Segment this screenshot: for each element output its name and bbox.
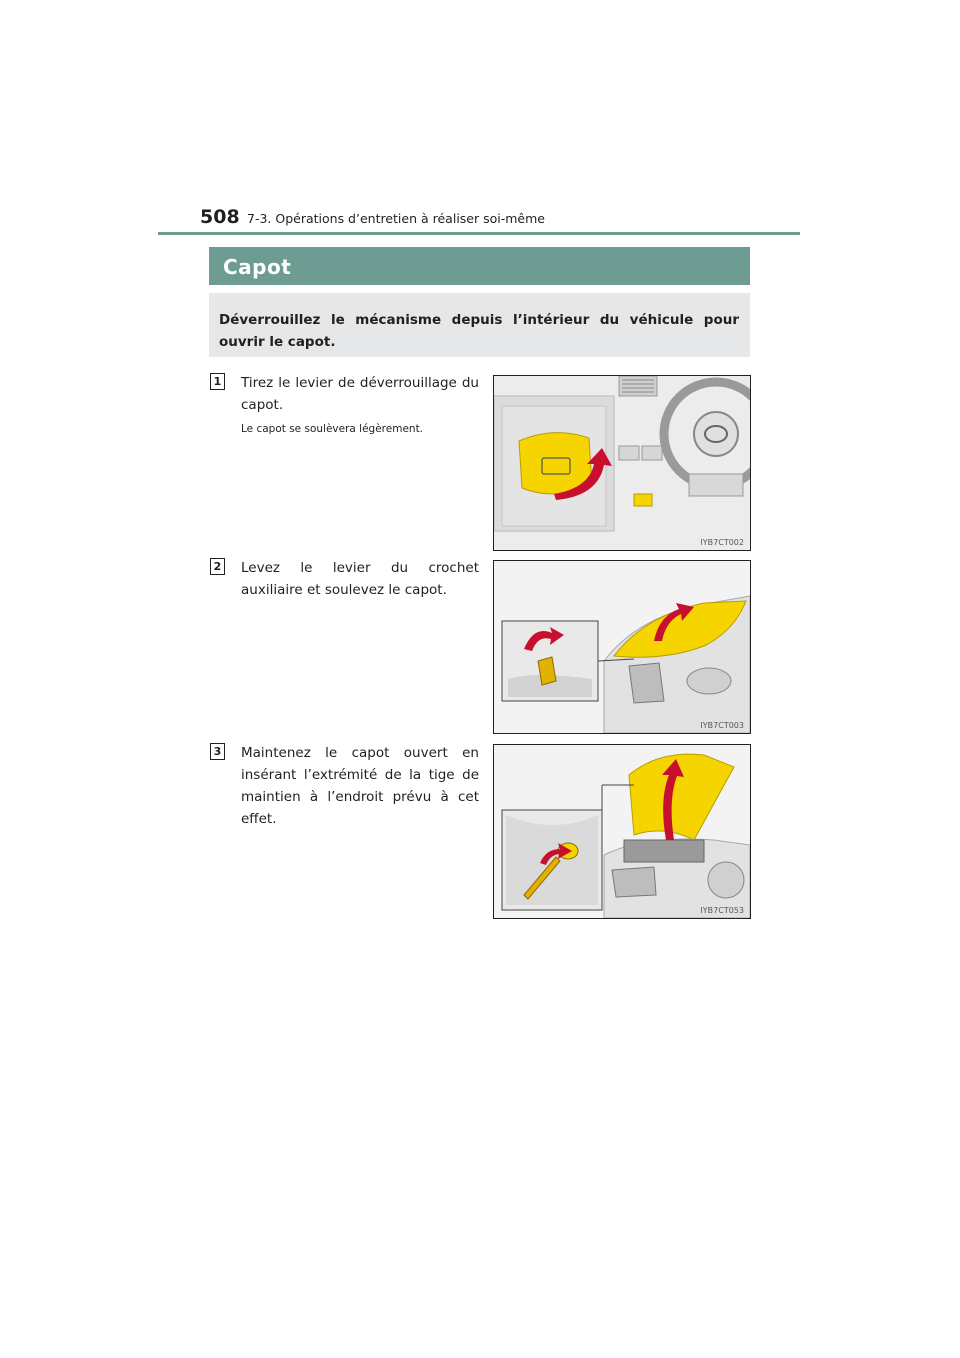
step-1-note: Le capot se soulèvera légèrement. xyxy=(241,423,424,435)
section-title-bar xyxy=(209,247,750,285)
step-3-text: Maintenez le capot ouvert en insérant l’extrémité de la tige de maintien à l’endroit prévu à cet effet. xyxy=(241,745,479,827)
chapter-title: 7-3. Opérations d’entretien à réaliser soi-même xyxy=(247,211,545,226)
hood-release-lever-illustration xyxy=(494,376,750,550)
auxiliary-catch-illustration xyxy=(494,561,750,733)
intro-box xyxy=(209,293,750,357)
support-rod-illustration xyxy=(494,745,750,918)
figure-code-1: IYB7CT002 xyxy=(700,538,744,547)
intro-text: Déverrouillez le mécanisme depuis l’intérieur du véhicule pour ouvrir le capot. xyxy=(219,312,739,350)
figure-support-rod xyxy=(493,744,751,919)
figure-code-2: IYB7CT003 xyxy=(700,721,744,730)
section-title: Capot xyxy=(223,255,292,279)
step-1-text: Tirez le levier de déverrouillage du capot. xyxy=(241,375,479,413)
figure-code-3: IYB7CT053 xyxy=(700,906,744,915)
page-number: 508 xyxy=(200,206,240,228)
figure-hood-release-lever xyxy=(493,375,751,551)
step-2-text: Levez le levier du crochet auxiliaire et soulevez le capot. xyxy=(241,560,479,598)
step-number-3: 3 xyxy=(210,743,225,760)
step-number-2: 2 xyxy=(210,558,225,575)
header-rule xyxy=(158,232,800,235)
figure-auxiliary-catch xyxy=(493,560,751,734)
step-number-1: 1 xyxy=(210,373,225,390)
